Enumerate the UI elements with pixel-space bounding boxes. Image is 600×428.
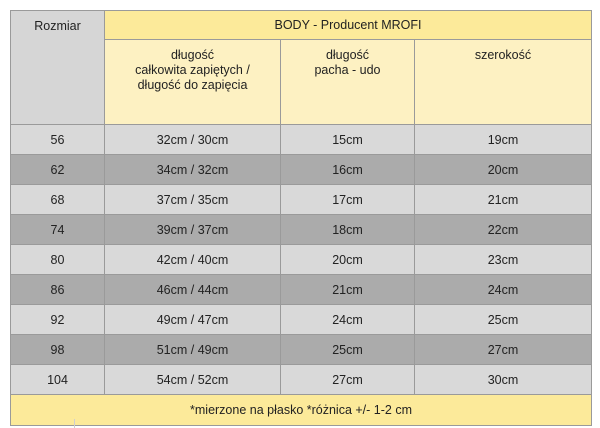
size-cell: 62 bbox=[11, 155, 105, 185]
table-title: BODY - Producent MROFI bbox=[105, 11, 592, 40]
size-cell: 98 bbox=[11, 335, 105, 365]
armpit-thigh-cell: 27cm bbox=[281, 365, 415, 395]
column-header-width: szerokość bbox=[415, 40, 592, 125]
table-row bbox=[11, 245, 592, 275]
measurement-note: *mierzone na płasko *różnica +/- 1-2 cm bbox=[11, 395, 592, 426]
size-cell: 74 bbox=[11, 215, 105, 245]
width-cell: 27cm bbox=[415, 335, 592, 365]
table-row bbox=[11, 125, 592, 155]
armpit-thigh-cell: 25cm bbox=[281, 335, 415, 365]
column-header-armpit-thigh: długość pacha - udo bbox=[281, 40, 415, 125]
header-row bbox=[11, 11, 592, 40]
width-cell: 24cm bbox=[415, 275, 592, 305]
armpit-thigh-cell: 20cm bbox=[281, 245, 415, 275]
length-cell: 46cm / 44cm bbox=[105, 275, 281, 305]
size-chart-table bbox=[10, 10, 592, 426]
size-cell: 86 bbox=[11, 275, 105, 305]
footer-row bbox=[11, 395, 592, 426]
length-cell: 37cm / 35cm bbox=[105, 185, 281, 215]
length-cell: 49cm / 47cm bbox=[105, 305, 281, 335]
width-cell: 19cm bbox=[415, 125, 592, 155]
armpit-thigh-cell: 21cm bbox=[281, 275, 415, 305]
length-cell: 42cm / 40cm bbox=[105, 245, 281, 275]
width-cell: 23cm bbox=[415, 245, 592, 275]
size-column-header: Rozmiar bbox=[11, 11, 105, 125]
size-cell: 104 bbox=[11, 365, 105, 395]
width-cell: 20cm bbox=[415, 155, 592, 185]
length-cell: 34cm / 32cm bbox=[105, 155, 281, 185]
armpit-thigh-cell: 15cm bbox=[281, 125, 415, 155]
table-row bbox=[11, 335, 592, 365]
size-cell: 80 bbox=[11, 245, 105, 275]
size-cell: 92 bbox=[11, 305, 105, 335]
length-cell: 51cm / 49cm bbox=[105, 335, 281, 365]
width-cell: 21cm bbox=[415, 185, 592, 215]
width-cell: 22cm bbox=[415, 215, 592, 245]
table-row bbox=[11, 215, 592, 245]
divider bbox=[74, 419, 75, 428]
table-row bbox=[11, 275, 592, 305]
table-row bbox=[11, 185, 592, 215]
armpit-thigh-cell: 16cm bbox=[281, 155, 415, 185]
width-cell: 30cm bbox=[415, 365, 592, 395]
size-cell: 56 bbox=[11, 125, 105, 155]
length-cell: 54cm / 52cm bbox=[105, 365, 281, 395]
length-cell: 32cm / 30cm bbox=[105, 125, 281, 155]
size-cell: 68 bbox=[11, 185, 105, 215]
column-header-length: długość całkowita zapiętych / długość do zapięcia bbox=[105, 40, 281, 125]
width-cell: 25cm bbox=[415, 305, 592, 335]
length-cell: 39cm / 37cm bbox=[105, 215, 281, 245]
table-row bbox=[11, 155, 592, 185]
armpit-thigh-cell: 18cm bbox=[281, 215, 415, 245]
table-row bbox=[11, 365, 592, 395]
table-row bbox=[11, 305, 592, 335]
armpit-thigh-cell: 24cm bbox=[281, 305, 415, 335]
armpit-thigh-cell: 17cm bbox=[281, 185, 415, 215]
